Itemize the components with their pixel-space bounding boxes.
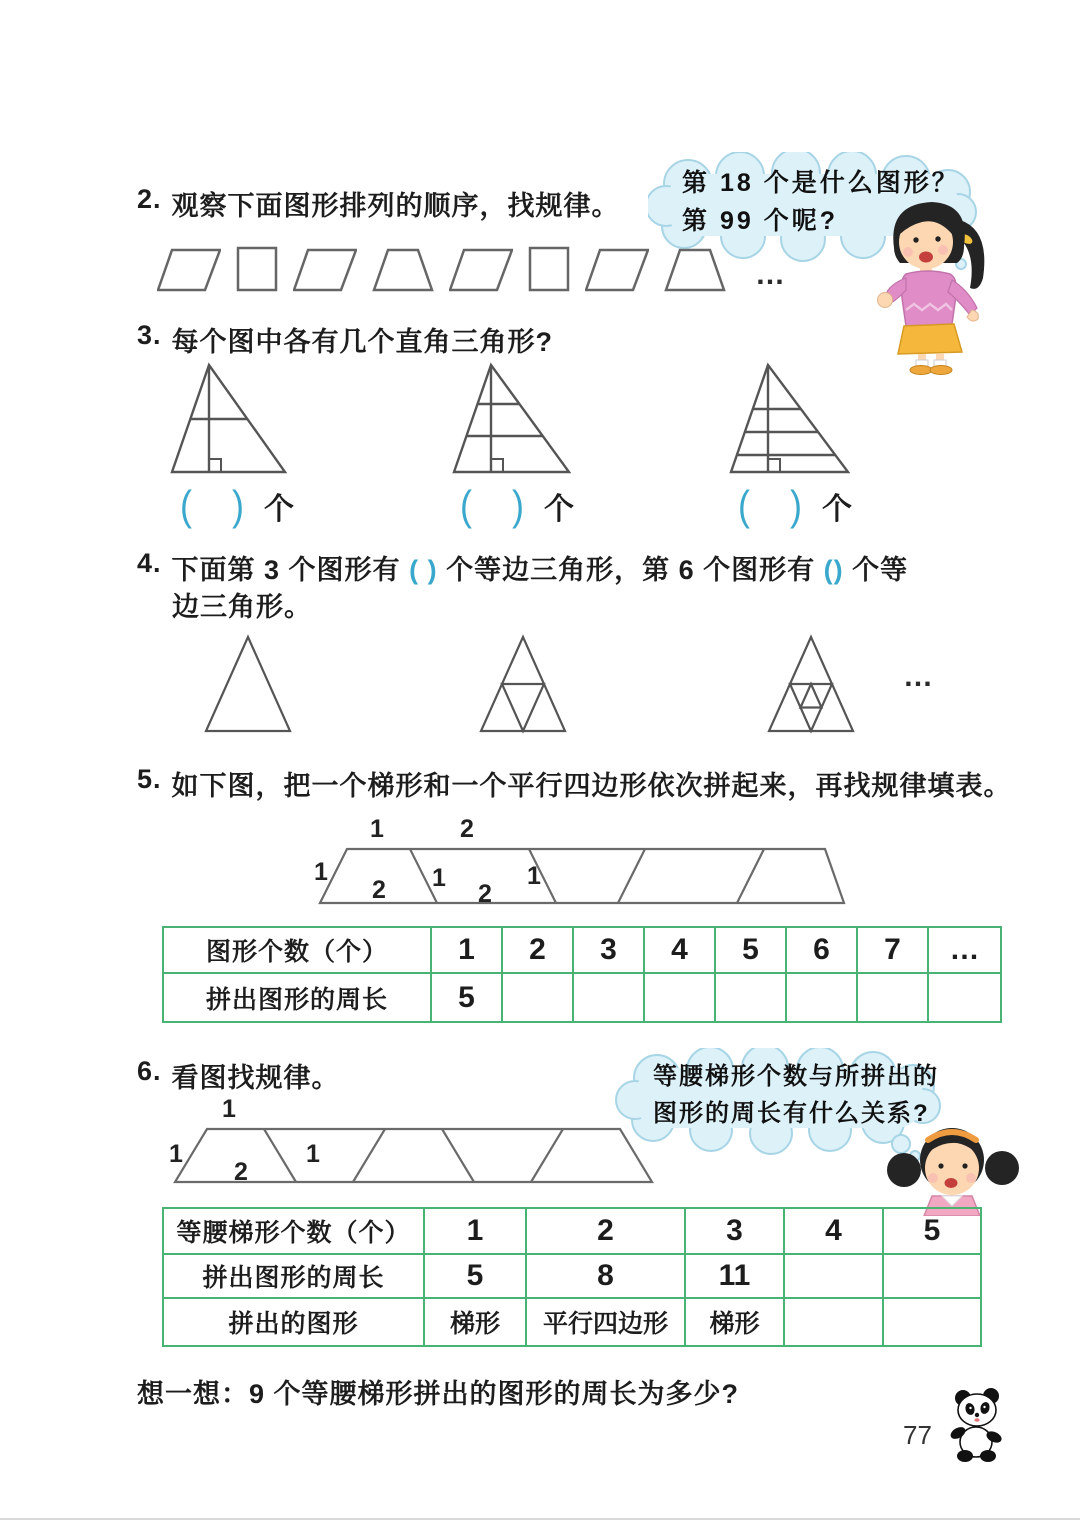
table-cell: 3 — [573, 927, 644, 973]
q5-label-top2: 2 — [460, 815, 474, 843]
inline-blank-1: ( ) — [409, 555, 438, 585]
q6-row1-header: 等腰梯形个数（个） — [163, 1208, 424, 1254]
answer-blank-2 — [460, 481, 574, 529]
table-cell — [786, 973, 857, 1022]
right-triangle-figure-1 — [170, 360, 292, 478]
q6-row2-header: 拼出图形的周长 — [163, 1254, 424, 1298]
paren-open: ( — [460, 481, 472, 529]
question-5-text: 如下图，把一个梯形和一个平行四边形依次拼起来，再找规律填表。 — [171, 771, 1012, 801]
girl-1-hand-left — [878, 293, 893, 308]
shape-sequence — [157, 246, 787, 292]
parallelogram-shape — [449, 248, 513, 292]
table-cell — [715, 973, 786, 1022]
panda-icon — [943, 1386, 1015, 1466]
q6-row3-header: 拼出的图形 — [163, 1298, 424, 1346]
girl-2-blush-right — [966, 1173, 976, 1183]
unit-ge: 个 — [544, 493, 574, 526]
q5-label-left: 1 — [314, 858, 328, 886]
q5-label-top1: 1 — [370, 815, 384, 843]
q6-label-bottom: 2 — [234, 1158, 248, 1186]
question-2-number: 2. — [137, 184, 162, 214]
table-cell — [784, 1254, 883, 1298]
q4-ellipsis: … — [903, 660, 935, 693]
q6-label-top: 1 — [222, 1095, 236, 1123]
girl-2-eye-right — [962, 1163, 967, 1168]
table-cell — [573, 973, 644, 1022]
table-cell: 2 — [526, 1208, 685, 1254]
girl-1-shirt — [902, 271, 957, 326]
square-shape — [236, 246, 278, 292]
table-cell — [883, 1254, 981, 1298]
speech-bubble-2-line2: 图形的周长有什么关系? — [653, 1100, 930, 1127]
parallelogram-shape — [293, 248, 357, 292]
girl-1-shoe-left — [910, 366, 932, 375]
table-cell — [928, 973, 1001, 1022]
speech-bubble-1-line2: 第 99 个呢? — [682, 207, 838, 235]
question-3-title — [137, 320, 553, 359]
girl-2-blush-left — [928, 1173, 938, 1183]
table-cell — [784, 1298, 883, 1346]
table-cell: 11 — [685, 1254, 784, 1298]
unit-ge: 个 — [822, 493, 852, 526]
q5-row1-header: 图形个数（个） — [163, 927, 431, 973]
table-cell: 3 — [685, 1208, 784, 1254]
sequence-ellipsis: … — [755, 258, 787, 291]
table-cell: 梯形 — [685, 1298, 784, 1346]
right-triangle-figure-2 — [452, 360, 574, 478]
paren-close: ) — [790, 481, 802, 529]
table-cell: 7 — [857, 927, 928, 973]
trapezoid-shape — [372, 248, 434, 292]
paren-close: ) — [512, 481, 524, 529]
question-3-text: 每个图中各有几个直角三角形? — [171, 327, 554, 357]
speech-bubble-2-line1: 等腰梯形个数与所拼出的 — [653, 1063, 939, 1090]
answer-blank-1 — [180, 481, 294, 529]
girl-1-blush-right — [938, 245, 948, 255]
table-cell: 4 — [644, 927, 715, 973]
table-cell: 1 — [424, 1208, 526, 1254]
girl-1-shoe-right — [930, 366, 952, 375]
speech-bubble-1-line1: 第 18 个是什么图形？ — [682, 169, 960, 197]
table-cell — [644, 973, 715, 1022]
girl-1-eye-left — [913, 237, 918, 242]
question-3-number: 3. — [137, 320, 162, 350]
right-triangle-figure-3 — [729, 360, 855, 478]
question-5-title — [137, 764, 1012, 803]
table-cell: 梯形 — [424, 1298, 526, 1346]
parallelogram-shape — [585, 248, 649, 292]
girl-1-mouth — [919, 252, 933, 263]
inline-blank-2: () — [823, 555, 844, 585]
parallelogram-shape — [157, 248, 221, 292]
equilateral-triangle-figure-2 — [478, 634, 568, 734]
square-shape — [528, 246, 570, 292]
girl-2-pigtail-right — [985, 1151, 1019, 1185]
girl-2-pigtail-left — [887, 1153, 921, 1187]
trapezoid-parallelogram-strip — [312, 842, 852, 910]
table-cell — [502, 973, 573, 1022]
question-5-number: 5. — [137, 764, 162, 794]
table-cell: 8 — [526, 1254, 685, 1298]
question-2-text: 观察下面图形排列的顺序，找规律。 — [171, 191, 620, 221]
table-cell: 4 — [784, 1208, 883, 1254]
table-row — [163, 1208, 981, 1254]
paren-open: ( — [180, 481, 192, 529]
answer-blank-3 — [738, 481, 852, 529]
girl-cartoon-1 — [860, 190, 1015, 376]
girl-cartoon-2 — [882, 1116, 1022, 1216]
page-number: 77 — [903, 1420, 932, 1450]
table-cell: 5 — [431, 973, 502, 1022]
q5-row2-header: 拼出图形的周长 — [163, 973, 431, 1022]
question-6-number: 6. — [137, 1056, 162, 1086]
table-cell: 5 — [715, 927, 786, 973]
question-2-title — [137, 184, 620, 223]
table-cell: … — [928, 927, 1001, 973]
question-6-text: 看图找规律。 — [171, 1063, 340, 1093]
equilateral-triangle-figure-3 — [766, 634, 856, 734]
paren-open: ( — [738, 481, 750, 529]
q5-label-side3: 1 — [527, 862, 541, 890]
girl-2-mouth — [945, 1178, 958, 1188]
q5-label-bottom2: 2 — [478, 880, 492, 908]
girl-1-eye-right — [935, 236, 940, 241]
unit-ge: 个 — [264, 493, 294, 526]
question-6-title — [137, 1056, 340, 1095]
table-row — [163, 973, 1001, 1022]
q6-table — [162, 1207, 982, 1347]
paren-close: ) — [232, 481, 244, 529]
girl-1-blush-left — [903, 247, 913, 257]
question-4-text-line2: 边三角形。 — [172, 592, 312, 622]
table-cell: 6 — [786, 927, 857, 973]
question-4-text: 下面第 3 个图形有 ( ) 个等边三角形，第 6 个图形有 () 个等 — [171, 555, 909, 585]
equilateral-triangle-figure-1 — [203, 634, 293, 734]
table-cell: 平行四边形 — [526, 1298, 685, 1346]
table-cell: 5 — [883, 1208, 981, 1254]
q6-label-side2: 1 — [306, 1140, 320, 1168]
q5-label-bottom1: 2 — [372, 876, 386, 904]
table-cell: 5 — [424, 1254, 526, 1298]
table-cell: 2 — [502, 927, 573, 973]
question-4-number: 4. — [137, 548, 162, 578]
q5-table — [162, 926, 1002, 1023]
table-cell — [883, 1298, 981, 1346]
girl-2-eye-left — [938, 1163, 943, 1168]
q6-label-left: 1 — [169, 1140, 183, 1168]
think-prompt: 想一想：9 个等腰梯形拼出的图形的周长为多少? — [137, 1379, 740, 1409]
trapezoid-shape — [664, 248, 726, 292]
question-4-title — [137, 548, 908, 587]
q5-label-side2: 1 — [432, 864, 446, 892]
table-row — [163, 1298, 981, 1346]
table-row — [163, 927, 1001, 973]
girl-1-skirt — [898, 324, 962, 354]
table-cell: 1 — [431, 927, 502, 973]
table-cell — [857, 973, 928, 1022]
table-row — [163, 1254, 981, 1298]
